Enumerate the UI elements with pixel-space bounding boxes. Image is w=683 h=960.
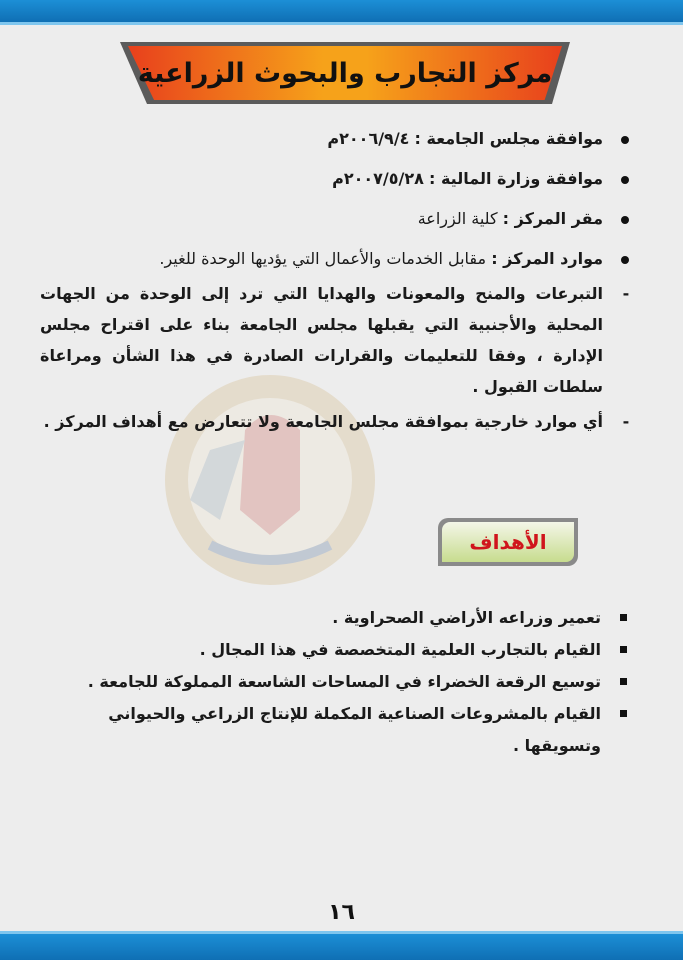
goal-item <box>50 666 633 698</box>
page-number: ١٦ <box>328 900 355 925</box>
bullet-dot <box>621 176 629 184</box>
resource-text: أي موارد خارجية بموافقة مجلس الجامعة ولا تتعارض مع أهداف المركز . <box>43 412 603 431</box>
info-label: موافقة وزارة المالية : <box>429 169 603 188</box>
info-label: مقر المركز : <box>502 209 603 228</box>
dash-marker: - <box>622 412 630 431</box>
bullet-dot <box>621 216 629 224</box>
info-item-finance-approval <box>40 168 633 190</box>
bottom-color-band <box>0 934 683 960</box>
goals-heading-box <box>438 518 578 566</box>
bullet-dot <box>621 136 629 144</box>
top-band-stripe <box>0 22 683 25</box>
info-value: ٢٠٠٦/٩/٤م <box>327 129 410 148</box>
title-banner <box>120 42 570 104</box>
square-bullet <box>620 646 627 653</box>
info-item-council-approval <box>40 128 633 150</box>
goal-text: توسيع الرقعة الخضراء في المساحات الشاسعة المملوكة للجامعة . <box>87 672 601 691</box>
goal-text: القيام بالمشروعات الصناعية المكملة للإنتاج الزراعي والحيواني وتسويقها . <box>108 704 601 755</box>
goals-heading: الأهداف <box>442 522 574 562</box>
resource-text: التبرعات والمنح والمعونات والهدايا التي ترد إلى الوحدة من الجهات المحلية والأجنبية التي يقبلها مجلس الجامعة بناء على اقتراح مجلس الإدارة ، وفقا للتعليمات والقرارات الصادرة في هذا الشأن ومراعاة سلطات القبول . <box>40 284 603 396</box>
goal-text: القيام بالتجارب العلمية المتخصصة في هذا المجال . <box>199 640 601 659</box>
goal-item <box>50 698 633 762</box>
resource-item <box>40 278 633 402</box>
page-title: مركز التجارب والبحوث الزراعية <box>137 57 553 89</box>
dash-marker: - <box>622 284 630 303</box>
info-value: كلية الزراعة <box>417 209 498 228</box>
center-info <box>40 128 633 441</box>
info-label: موافقة مجلس الجامعة : <box>414 129 603 148</box>
top-color-band <box>0 0 683 22</box>
bullet-dot <box>621 256 629 264</box>
square-bullet <box>620 678 627 685</box>
info-item-resources <box>40 248 633 270</box>
square-bullet <box>620 614 627 621</box>
goal-text: تعمير وزراعه الأراضي الصحراوية . <box>332 608 601 627</box>
info-item-headquarters <box>40 208 633 230</box>
info-value: ٢٠٠٧/٥/٢٨م <box>332 169 424 188</box>
info-label: موارد المركز : <box>491 249 603 268</box>
goal-item <box>50 634 633 666</box>
resource-item <box>40 406 633 437</box>
goal-item <box>50 602 633 634</box>
square-bullet <box>620 710 627 717</box>
goals-list <box>50 602 633 762</box>
info-value: مقابل الخدمات والأعمال التي يؤديها الوحدة للغير. <box>159 249 487 268</box>
